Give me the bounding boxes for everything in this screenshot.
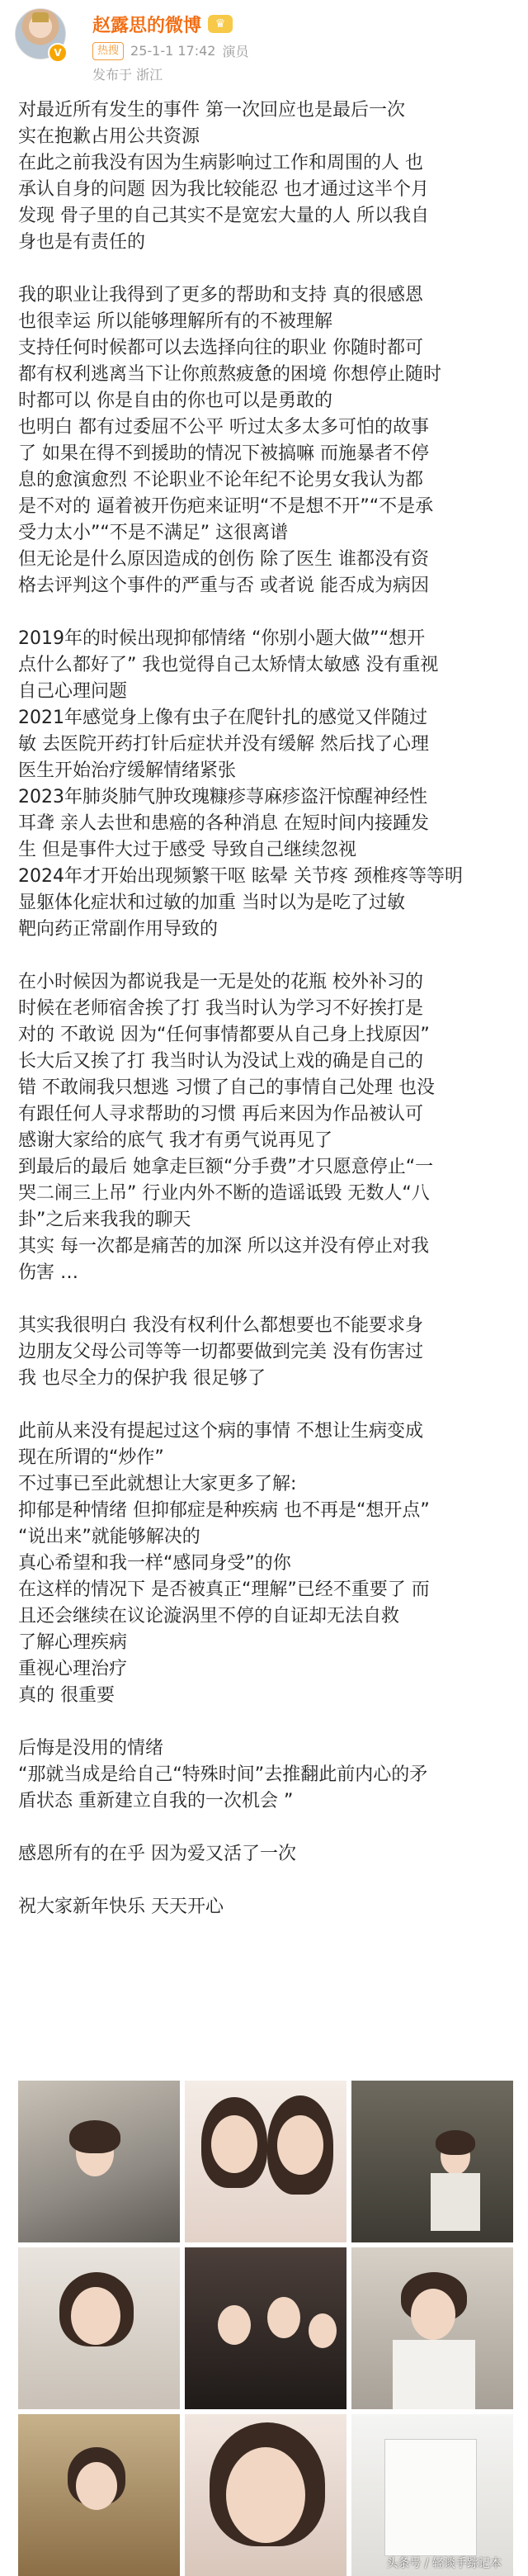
paragraph: 祝大家新年快乐 天天开心 bbox=[18, 1896, 224, 1917]
photo-thumbnail[interactable] bbox=[18, 2081, 180, 2242]
post-meta bbox=[92, 41, 249, 60]
paragraph: 我的职业让我得到了更多的帮助和支持 真的很感恩 也很幸运 所以能够理解所有的不被理解 支持任何时候都可以去选择向往的职业 你随时都可 都有权利逃离当下让你煎熬疲惫的困境 你想停止随时 时都可以 你是自由的你也可以是勇敢的 也明白 都有过委屈不公平 听过太多太多可怕的故事 了 如果在得不到援助的情况下被搞嘛 而施暴者不停 息的愈演愈烈 不论职业不论年纪不论男女我认为都 是不对的 逼着被开伤疤来证明“不是想不开”“不是承 受力太小”“不是不满足” 这很离谱 但无论是什么原因造成的创伤 除了医生 谁都没有资 格去评判这个事件的严重与否 或者说 能否成为病因 bbox=[18, 285, 441, 596]
verified-badge-icon: V bbox=[48, 43, 68, 63]
paragraph: 此前从来没有提起过这个病的事情 不想让生病变成 现在所谓的“炒作” 不过事已至此就想让大家更多了解: 抑郁是种情绪 但抑郁症是种疾病 也不再是“想开点” “说出来”就能够解决的 真心希望和我一样“感同身受”的你 在这样的情况下 是否被真正“理解”已经不重要了 而 且还会继续在议论漩涡里不停的自证却无法自救 了解心理疾病 重视心理治疗 真的 很重要 bbox=[18, 1421, 430, 1706]
paragraph: 对最近所有发生的事件 第一次回应也是最后一次 实在抱歉占用公共资源 在此之前我没有因为生病影响过工作和周围的人 也 承认自身的问题 因为我比较能忍 也才通过这半个月 发现 骨子里的自己其实不是宽宏大量的人 所以我自 身也是有责任的 bbox=[18, 100, 429, 253]
post-timestamp: 25-1-1 17:42 bbox=[130, 43, 216, 59]
author-row bbox=[92, 12, 233, 36]
watermark: 头条号 / 轻谈手踪记本 bbox=[386, 2557, 502, 2570]
author-role: 演员 bbox=[222, 44, 249, 59]
paragraph: 在小时候因为都说我是一无是处的花瓶 校外补习的 时候在老师宿舍挨了打 我当时认为学习不好挨打是 对的 不敢说 因为“任何事情都要从自己身上找原因” 长大后又挨了打 我当时认为没试上戏的确是自己的 错 不敢闹我只想逃 习惯了自己的事情自己处理 也没 有跟任何人寻求帮助的习惯 再后来因为作品被认可 感谢大家给的底气 我才有勇气说再见了 到最后的最后 她拿走巨额“分手费”才只愿意停止“一 哭二闹三上吊” 行业内外不断的造谣诋毁 无数人“八 卦”之后来我我的聊天 其实 每一次都是痛苦的加深 所以这并没有停止对我 伤害 … bbox=[18, 972, 435, 1283]
photo-thumbnail[interactable] bbox=[185, 2414, 346, 2576]
photo-grid bbox=[18, 2081, 513, 2570]
photo-thumbnail[interactable] bbox=[351, 2247, 513, 2409]
hot-badge: 热搜 bbox=[92, 42, 124, 60]
photo-thumbnail[interactable] bbox=[185, 2247, 346, 2409]
paragraph: 后悔是没用的情绪 “那就当成是给自己“特殊时间”去推翻此前内心的矛 盾状态 重新建立自我的一次机会 ” bbox=[18, 1738, 428, 1811]
photo-thumbnail[interactable] bbox=[18, 2414, 180, 2576]
post-location: 发布于 浙江 bbox=[92, 67, 163, 83]
photo-thumbnail[interactable] bbox=[185, 2081, 346, 2242]
photo-thumbnail[interactable] bbox=[351, 2081, 513, 2242]
post-header bbox=[0, 0, 528, 91]
post-body bbox=[18, 97, 513, 1920]
photo-thumbnail[interactable] bbox=[351, 2414, 513, 2576]
photo-thumbnail[interactable] bbox=[18, 2247, 180, 2409]
paragraph: 其实我很明白 我没有权利什么都想要也不能要求身 边朋友父母公司等等一切都要做到完美 没有伤害过 我 也尽全力的保护我 很足够了 bbox=[18, 1315, 423, 1389]
paragraph: 感恩所有的在乎 因为爱又活了一次 bbox=[18, 1844, 296, 1864]
author-name[interactable]: 赵露思的微博 bbox=[92, 15, 202, 36]
crown-icon: ♛ bbox=[208, 15, 233, 33]
paragraph: 2019年的时候出现抑郁情绪 “你别小题大做”“想开 点什么都好了” 我也觉得自己太矫情太敏感 没有重视 自己心理问题 2021年感觉身上像有虫子在爬针扎的感觉又伴随过 敏 去医院开药打针后症状并没有缓解 然后找了心理 医生开始治疗缓解情绪紧张 2023年肺炎肺气肿玫瑰糠疹荨麻疹盗汗惊醒神经性 耳聋 亲人去世和患癌的各种消息 在短时间内接踵发 生 但是事件大过于感受 导致自己继续忽视 2024年才开始出现频繁干呕 眩晕 关节疼 颈椎疼等等明 显躯体化症状和过敏的加重 当时以为是吃了过敏 靶向药正常副作用导致的 bbox=[18, 628, 463, 940]
